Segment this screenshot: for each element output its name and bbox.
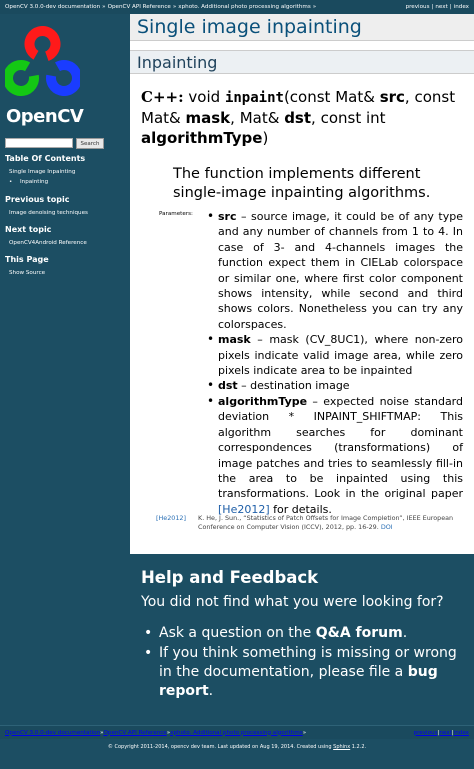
param-name: algorithmType	[218, 394, 308, 408]
breadcrumb-xphoto-link[interactable]: xphoto. Additional photo processing algorithms	[178, 4, 311, 10]
breadcrumb-api-link[interactable]: OpenCV API Reference	[107, 4, 171, 10]
signature-param2-name: mask	[185, 109, 231, 127]
previous-link[interactable]: previous	[405, 4, 430, 10]
param-name: dst	[218, 379, 238, 393]
toc-item-inpainting[interactable]: Inpainting	[20, 179, 49, 185]
param-text: – mask (CV_8UC1), where non-zero pixels indicate valid image area, while zero pixels indicate area to be inpainted	[218, 333, 463, 378]
signature-param3-name: dst	[284, 109, 312, 127]
signature-param1-type: (const Mat&	[283, 88, 375, 106]
help-item-text: If you think something is missing or wrong in the documentation, please file a	[159, 645, 457, 680]
previous-topic-heading: Previous topic	[5, 195, 70, 204]
top-navbar	[0, 0, 474, 14]
param-item-dst	[207, 378, 463, 393]
param-item-algorithmtype	[207, 394, 463, 517]
opencv-logo-icon[interactable]	[5, 26, 80, 96]
logo-text: OpenCV	[6, 106, 84, 127]
page-title: Single image inpainting	[130, 14, 474, 41]
section-title: Inpainting	[130, 50, 474, 74]
toc-item-single-image-inpainting[interactable]: Single Image Inpainting	[9, 169, 76, 175]
footer-version: 1.2.2.	[350, 744, 367, 750]
signature-return-type: void	[188, 88, 221, 106]
help-list	[144, 624, 464, 702]
help-title: Help and Feedback	[141, 568, 319, 587]
signature-param3-type: , Mat&	[230, 109, 280, 127]
index-link[interactable]: index	[453, 4, 469, 10]
help-item-bug	[144, 644, 464, 701]
footer-text: © Copyright 2011-2014, opencv dev team. Last updated on Aug 19, 2014. Created using	[107, 744, 334, 750]
param-text: – source image, it could be of any type and any number of channels from 1 to 4. In case of 3- and 4-channels images the function expect them in CIELab colorspace or similar one, where first color component shows intensity, while second and third shows colors. Nonetheless you can try any colorspaces.	[218, 210, 463, 331]
signature-close: )	[262, 129, 269, 147]
help-feedback-section	[130, 554, 474, 725]
bottom-next-link[interactable]: next	[439, 729, 452, 736]
help-item-punct: .	[402, 625, 408, 641]
signature-param4-name: algorithmType	[141, 129, 263, 147]
help-item-forum	[144, 624, 464, 643]
next-topic-link[interactable]: OpenCV4Android Reference	[9, 240, 87, 246]
bottom-navbar	[0, 725, 474, 739]
bottom-breadcrumb-docs-link[interactable]: OpenCV 3.0.0-dev documentation	[5, 729, 101, 736]
parameters-list	[207, 209, 463, 517]
signature-param4-type: , const int	[311, 109, 386, 127]
bottom-breadcrumb: OpenCV 3.0.0-dev documentation»OpenCV API Reference»xphoto. Additional photo processing algorithms»	[5, 729, 307, 736]
main-content	[130, 14, 474, 554]
next-topic-heading: Next topic	[5, 225, 52, 234]
param-tail: for details.	[269, 502, 332, 516]
this-page-heading: This Page	[5, 255, 49, 264]
signature-function-name: inpaint	[224, 90, 284, 106]
parameters-label: Parameters:	[159, 211, 193, 217]
bug-report-link[interactable]: bug report	[159, 664, 438, 699]
qa-forum-link[interactable]: Q&A forum	[315, 625, 403, 641]
bottom-breadcrumb-xphoto-link[interactable]: xphoto. Additional photo processing algorithms	[170, 729, 303, 736]
citation-key[interactable]: [He2012]	[156, 514, 186, 522]
sphinx-link[interactable]: Sphinx	[333, 744, 351, 750]
footer	[0, 739, 474, 769]
param-text: – expected noise standard deviation * INPAINT_SHIFTMAP: This algorithm searches for dominant correspondences (transformations) of image patches and tries to seamlessly fill-in the area to be inpainted using this transformations. Look in the original paper	[218, 394, 463, 501]
function-description: The function implements different single-image inpainting algorithms.	[173, 166, 431, 201]
param-text: – destination image	[237, 379, 350, 393]
help-item-punct: .	[208, 683, 214, 699]
search-button[interactable]: Search	[76, 138, 104, 149]
toc-heading: Table Of Contents	[5, 154, 86, 163]
param-name: mask	[218, 333, 251, 347]
breadcrumb: OpenCV 3.0.0-dev documentation » OpenCV API Reference » xphoto. Additional photo processing algorithms »	[5, 4, 317, 10]
signature-param1-name: src	[379, 88, 405, 106]
bottom-related-links: previous|next|index	[413, 729, 469, 736]
citation	[156, 514, 470, 532]
bottom-breadcrumb-api-link[interactable]: OpenCV API Reference	[103, 729, 167, 736]
signature-param2-type: , const Mat&	[141, 88, 456, 127]
previous-topic-link[interactable]: Image denoising techniques	[9, 210, 88, 216]
citation-doi-link[interactable]: DOI	[380, 523, 393, 531]
sidebar	[0, 14, 130, 725]
toc-item-bullet: •	[9, 179, 13, 185]
bottom-previous-link[interactable]: previous	[413, 729, 438, 736]
citation-text: K. He, J. Sun., “Statistics of Patch Offsets for Image Completion”, IEEE European Conference on Computer Vision (ICCV), 2012, pp. 16-29.	[198, 514, 454, 531]
citation-link[interactable]: [He2012]	[218, 502, 270, 516]
function-signature	[141, 87, 469, 148]
show-source-link[interactable]: Show Source	[9, 270, 46, 276]
next-link[interactable]: next	[435, 4, 448, 10]
param-name: src	[218, 210, 237, 223]
help-item-text: Ask a question on the	[159, 625, 316, 641]
search-form	[5, 138, 104, 149]
signature-lang: C++:	[141, 88, 184, 106]
breadcrumb-docs-link[interactable]: OpenCV 3.0.0-dev documentation	[5, 4, 101, 10]
param-item-src	[207, 209, 463, 332]
related-links: previous | next | index	[405, 4, 469, 10]
search-input[interactable]	[5, 138, 73, 148]
citation-body	[198, 514, 470, 532]
param-item-mask	[207, 332, 463, 378]
bottom-index-link[interactable]: index	[453, 729, 469, 736]
help-question: You did not find what you were looking for?	[141, 594, 444, 610]
